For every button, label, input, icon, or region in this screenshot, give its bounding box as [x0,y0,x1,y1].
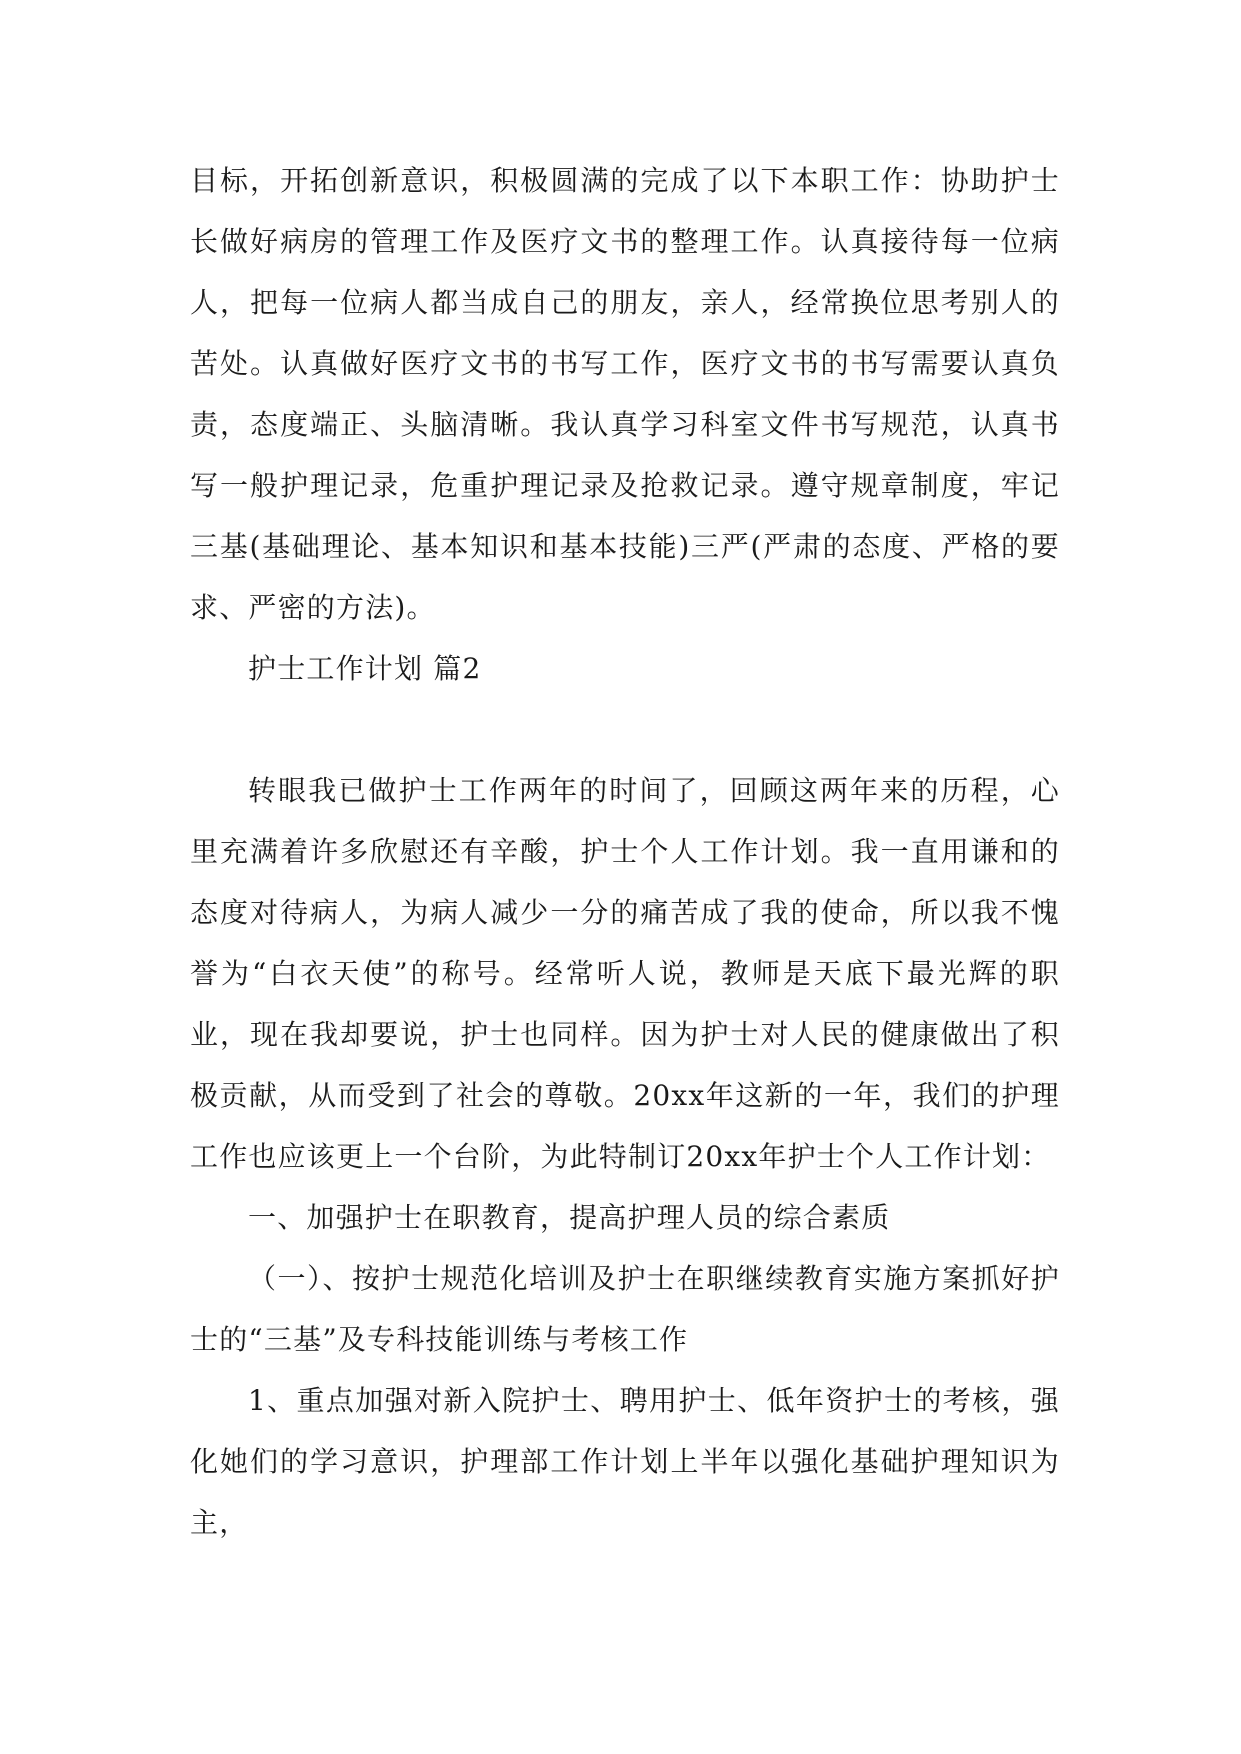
paragraph-continued: 目标，开拓创新意识，积极圆满的完成了以下本职工作：协助护士长做好病房的管理工作及医疗文书的整理工作。认真接待每一位病人，把每一位病人都当成自己的朋友，亲人，经常换位思考别人的苦处。认真做好医疗文书的书写工作，医疗文书的书写需要认真负责，态度端正、头脑清晰。我认真学习科室文件书写规范，认真书写一般护理记录，危重护理记录及抢救记录。遵守规章制度，牢记三基(基础理论、基本知识和基本技能)三严(严肃的态度、严格的要求、严密的方法)。 [190,164,1060,624]
paragraph-intro: 转眼我已做护士工作两年的时间了，回顾这两年来的历程，心里充满着许多欣慰还有辛酸，护士个人工作计划。我一直用谦和的态度对待病人，为病人减少一分的痛苦成了我的使命，所以我不愧誉为“白衣天使”的称号。经常听人说，教师是天底下最光辉的职业，现在我却要说，护士也同样。因为护士对人民的健康做出了积极贡献，从而受到了社会的尊敬。20xx年这新的一年，我们的护理工作也应该更上一个台阶，为此特制订20xx年护士个人工作计划： [190,774,1060,1173]
blank-line [190,699,1060,760]
subheading-1: 一、加强护士在职教育，提高护理人员的综合素质 [248,1201,891,1234]
document-body [190,150,1060,1553]
subheading-1-1: （一）、按护士规范化培训及护士在职继续教育实施方案抓好护士的“三基”及专科技能训练与考核工作 [190,1262,1060,1356]
section-heading: 护士工作计划 篇2 [248,652,482,685]
list-item-1: 1、重点加强对新入院护士、聘用护士、低年资护士的考核，强化她们的学习意识，护理部工作计划上半年以强化基础护理知识为主， [190,1384,1060,1539]
